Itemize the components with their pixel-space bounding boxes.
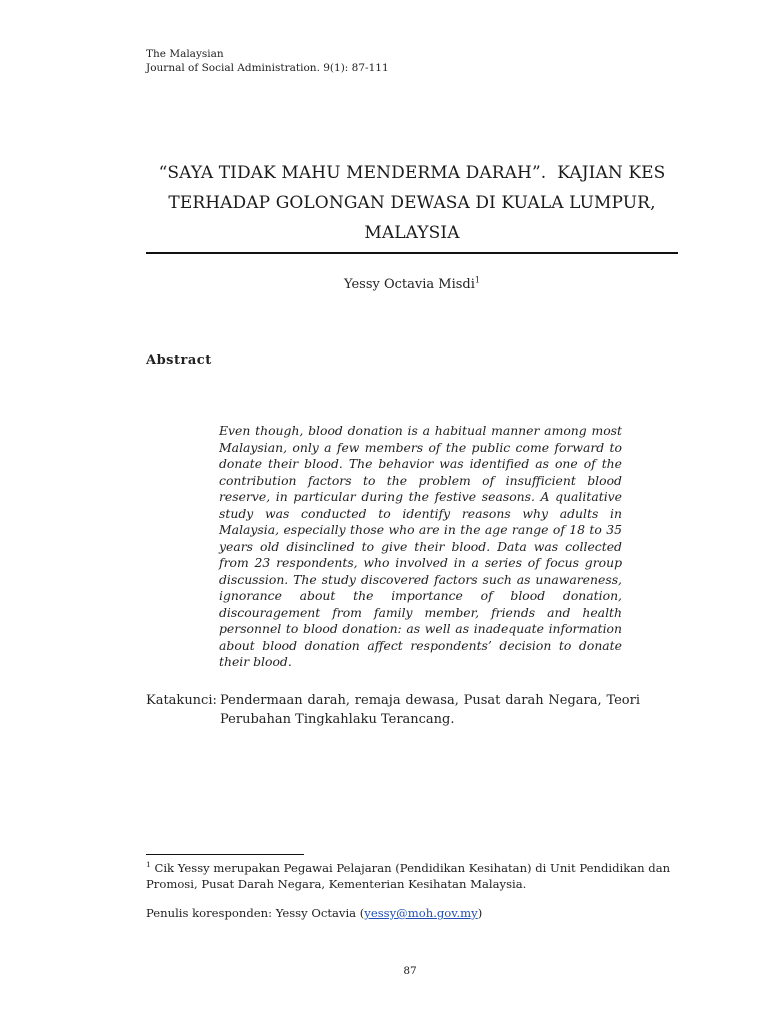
abstract-text: Even though, blood donation is a habitual manner among most Malaysian, only a few members of the public come forward to donate their blood. The behavior was identified as one of the contribution factors to the problem of insufficient blood reserve, in particular during the festive seasons. A qualitative study was conducted to identify reasons why adults in Malaysia, especially those who are in the age range of 18 to 35 years old disinclined to give their blood. Data was collected from 23 respondents, who involved in a series of focus group discussion. The study discovered factors such as unawareness, ignorance about the importance of blood donation, discouragement from family member, friends and health personnel to blood donation: as well as inadequate information about blood donation affect respondents’ decision to donate their blood.	[219, 423, 622, 669]
footnote-marker: 1	[146, 860, 151, 870]
footnote-divider	[146, 854, 304, 855]
author-name: Yessy Octavia Misdi	[344, 277, 475, 292]
footnote	[146, 860, 678, 892]
footnote-text: Cik Yessy merupakan Pegawai Pelajaran (Pendidikan Kesihatan) di Unit Pendidikan dan Promosi, Pusat Darah Negara, Kementerian Kesihatan Malaysia.	[146, 861, 671, 891]
keywords-text: Pendermaan darah, remaja dewasa, Pusat darah Negara, Teori Perubahan Tingkahlaku Terancang.	[220, 693, 640, 727]
correspondent-label: Penulis koresponden: Yessy Octavia (	[146, 906, 365, 920]
correspondent-closing: )	[477, 906, 483, 920]
title-line-3: MALAYSIA	[364, 223, 460, 243]
title-line-1: “SAYA TIDAK MAHU MENDERMA DARAH”. KAJIAN KES	[158, 163, 666, 183]
correspondent-line	[146, 905, 482, 921]
journal-name: The Malaysian	[146, 48, 224, 60]
paper-title	[146, 158, 678, 248]
title-line-2: TERHADAP GOLONGAN DEWASA DI KUALA LUMPUR,	[168, 193, 656, 213]
keywords	[146, 691, 640, 729]
author-line	[146, 276, 678, 294]
keywords-label: Katakunci:	[146, 693, 217, 708]
page-number: 87	[403, 965, 417, 977]
journal-header	[146, 47, 389, 75]
abstract-heading: Abstract	[146, 353, 212, 368]
author-footnote-marker: 1	[474, 275, 480, 285]
correspondent-email-link[interactable]: yessy@moh.gov.my	[364, 906, 478, 920]
journal-citation: Journal of Social Administration. 9(1): 87-111	[146, 62, 389, 74]
title-divider	[146, 252, 678, 254]
